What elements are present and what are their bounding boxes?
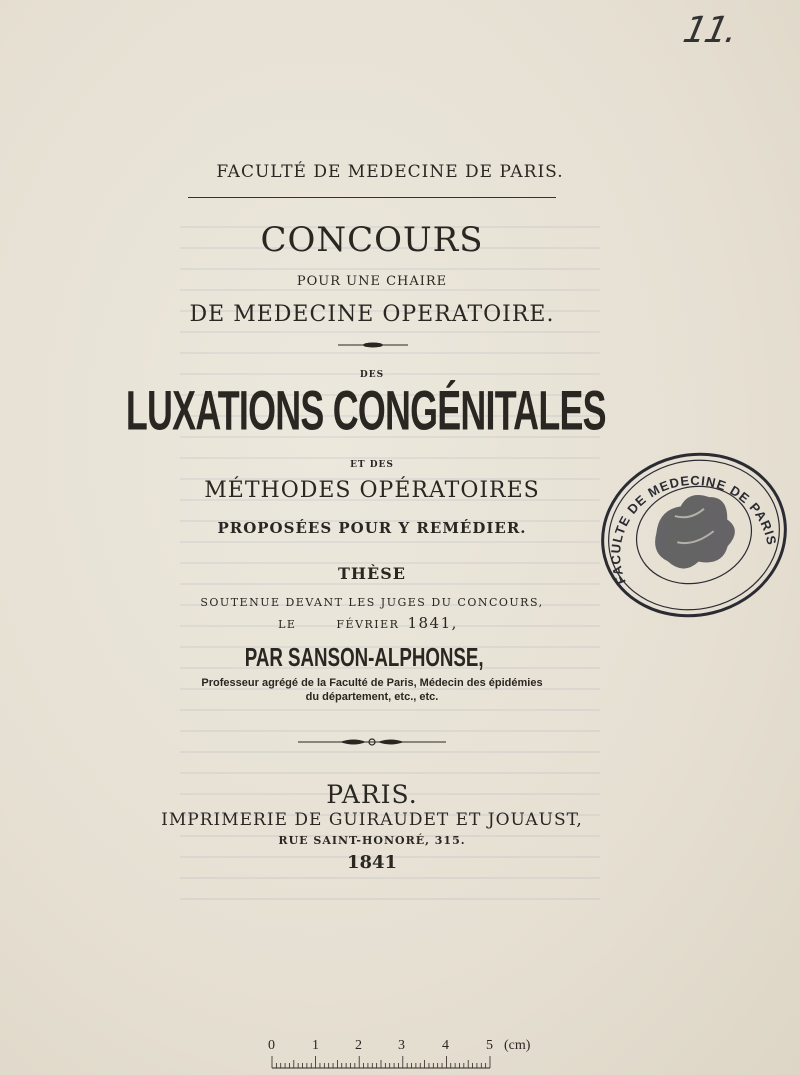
stamp-text: FACULTE DE MEDECINE DE PARIS	[608, 472, 780, 587]
scale-label-0: 0	[268, 1038, 275, 1053]
scale-label-3: 3	[398, 1038, 405, 1053]
des-line: DES	[359, 370, 385, 380]
scale-label-2: 2	[355, 1038, 362, 1053]
these-label: THÈSE	[338, 564, 406, 583]
author-title-line2: du département, etc., etc.	[305, 691, 439, 703]
subtitle: MÉTHODES OPÉRATOIRES	[204, 478, 540, 503]
et-des-line: ET DES	[350, 460, 394, 470]
pour-line: POUR UNE CHAIRE	[296, 274, 448, 289]
date-month: FÉVRIER	[336, 618, 400, 631]
imprint-city: PARIS.	[326, 780, 418, 809]
scale-label-4: 4	[442, 1038, 449, 1053]
header-rule	[188, 197, 556, 198]
imprint-year: 1841	[346, 852, 398, 873]
main-title: LUXATIONS CONGÉNITALES	[125, 379, 606, 442]
library-stamp	[596, 442, 792, 628]
folio-number: 11.	[679, 10, 740, 51]
scale-unit: (cm)	[504, 1038, 531, 1053]
proposees-line: PROPOSÉES POUR Y REMÉDIER.	[217, 519, 527, 537]
scale-label-1: 1	[312, 1038, 319, 1053]
ornament-divider-bottom	[296, 736, 448, 748]
scale-labels	[262, 1038, 552, 1058]
date-le: LE	[278, 618, 297, 631]
imprint-printer: IMPRIMERIE DE GUIRAUDET ET JOUAUST,	[161, 810, 583, 830]
ornament-divider-top	[336, 340, 410, 350]
author-title-line1: Professeur agrégé de la Faculté de Paris, Médecin des épidémies	[201, 677, 543, 689]
imprint-address: RUE SAINT-HONORÉ, 315.	[278, 834, 466, 847]
chair-line: DE MEDECINE OPERATOIRE.	[189, 302, 555, 327]
author-name: PAR SANSON-ALPHONSE,	[244, 642, 484, 672]
soutenue-line: SOUTENUE DEVANT LES JUGES DU CONCOURS,	[200, 596, 544, 609]
scale-label-5: 5	[486, 1038, 493, 1053]
date-year: 1841,	[407, 614, 458, 632]
faculty-heading: FACULTÉ DE MEDECINE DE PARIS.	[216, 162, 564, 182]
concours-heading: CONCOURS	[260, 220, 484, 260]
